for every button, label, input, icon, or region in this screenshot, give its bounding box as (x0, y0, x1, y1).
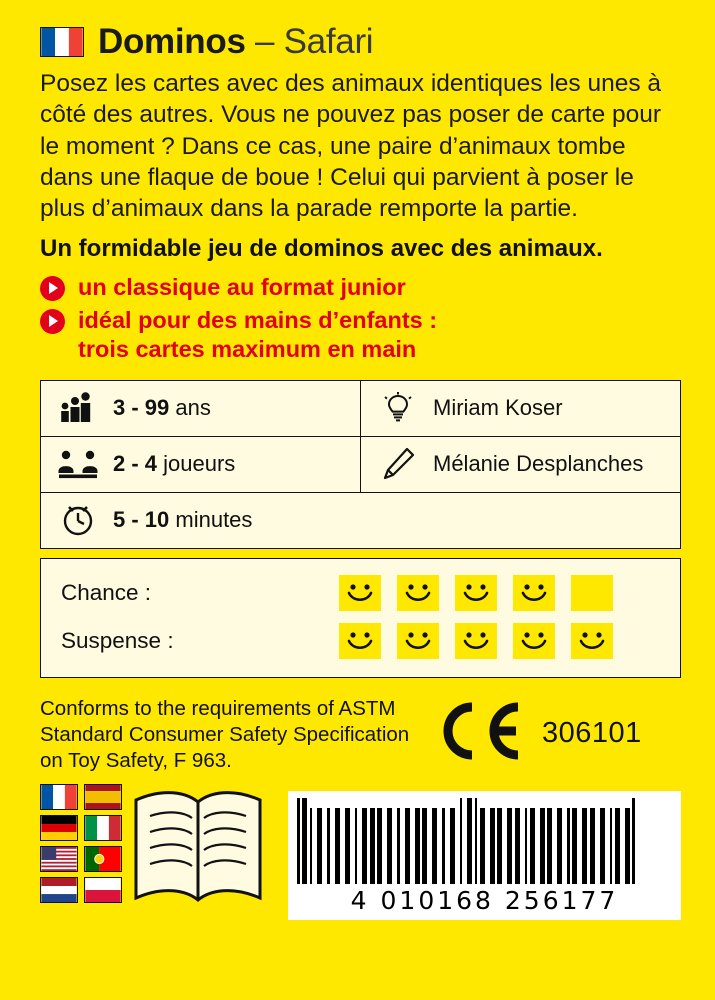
age-unit: ans (169, 395, 211, 421)
game-tagline: Un formidable jeu de dominos avec des animaux. (40, 234, 603, 262)
ratings-panel (40, 558, 681, 678)
two-players-icon (57, 447, 99, 481)
players-value (113, 451, 235, 477)
flag-france-icon (40, 27, 84, 57)
age-cell (41, 381, 360, 436)
table-row (41, 492, 680, 548)
title-row (40, 22, 681, 62)
illustrator-cell (360, 437, 680, 492)
smiley-icon (397, 623, 439, 659)
pencil-icon (377, 447, 419, 481)
smiley-icon-empty (571, 575, 613, 611)
bullet-label-line1: idéal pour des mains d’enfants : (78, 307, 438, 334)
rating-label: Suspense : (61, 627, 174, 653)
players-cell (41, 437, 360, 492)
feature-bullet-list (40, 273, 681, 364)
flag-spain-icon (84, 784, 122, 810)
clock-icon (57, 503, 99, 537)
duration-range: 5 - 10 (113, 507, 170, 533)
players-unit: joueurs (157, 451, 236, 477)
smiley-icon (455, 623, 497, 659)
list-item (40, 306, 681, 363)
author-cell (360, 381, 680, 436)
rating-row-suspense (61, 617, 664, 665)
duration-cell (41, 493, 680, 548)
rating-faces-chance (339, 575, 613, 611)
flag-stack (40, 784, 122, 903)
flag-france-icon (40, 784, 78, 810)
footer-row (40, 780, 681, 920)
barcode-digits: 4 010168 256177 (350, 886, 619, 916)
rating-label: Chance : (61, 579, 152, 605)
ce-mark-icon (432, 702, 524, 765)
age-value (113, 395, 211, 421)
smiley-icon (339, 623, 381, 659)
players-range: 2 - 4 (113, 451, 158, 477)
ce-and-article (432, 692, 642, 765)
open-book-icon (128, 780, 268, 920)
flag-netherlands-icon (40, 877, 78, 903)
duration-unit: minutes (169, 507, 253, 533)
game-description: Posez les cartes avec des animaux identiques les unes à côté des autres. Vous ne pouvez pas poser de carte pour le moment ? Dans ce cas, une paire d’animaux tombe dans une flaque de boue ! Celui qui parvient à poser le plus d’animaux dans la parade remporte la partie. (40, 70, 662, 223)
article-number: 306101 (542, 716, 642, 749)
barcode-bars (297, 798, 672, 884)
page-title (98, 22, 373, 62)
table-row (41, 436, 680, 492)
age-range: 3 - 99 (113, 395, 170, 421)
author-name: Miriam Koser (433, 395, 563, 421)
bullet-label (78, 306, 437, 363)
bullet-label: un classique au format junior (78, 273, 406, 300)
flag-usa-icon (40, 846, 78, 872)
rating-row-chance (61, 569, 664, 617)
smiley-icon (397, 575, 439, 611)
smiley-icon (455, 575, 497, 611)
barcode (288, 791, 681, 920)
duration-value (113, 507, 252, 533)
smiley-icon (513, 623, 555, 659)
lightbulb-icon (377, 391, 419, 425)
smiley-icon (513, 575, 555, 611)
list-item (40, 273, 681, 302)
bullet-label-line2: trois cartes maximum en main (78, 336, 417, 363)
smiley-icon (571, 623, 613, 659)
conformity-text: Conforms to the requirements of ASTM Standard Consumer Safety Specification on Toy Safety, F 963. (40, 696, 410, 773)
table-row (41, 381, 680, 436)
language-flags-and-book (40, 780, 268, 920)
flag-poland-icon (84, 877, 122, 903)
flag-germany-icon (40, 815, 78, 841)
illustrator-name: Mélanie Desplanches (433, 451, 644, 477)
flag-portugal-icon (84, 846, 122, 872)
flag-italy-icon (84, 815, 122, 841)
game-info-panel (40, 380, 681, 549)
title-dash: – (245, 22, 284, 61)
compliance-row (40, 692, 681, 775)
smiley-icon (339, 575, 381, 611)
rating-faces-suspense (339, 623, 613, 659)
title-main: Dominos (98, 22, 246, 61)
bullet-arrow-icon (40, 309, 65, 334)
title-subtitle: Safari (283, 22, 374, 61)
bullet-arrow-icon (40, 276, 65, 301)
players-age-icon (57, 391, 99, 425)
